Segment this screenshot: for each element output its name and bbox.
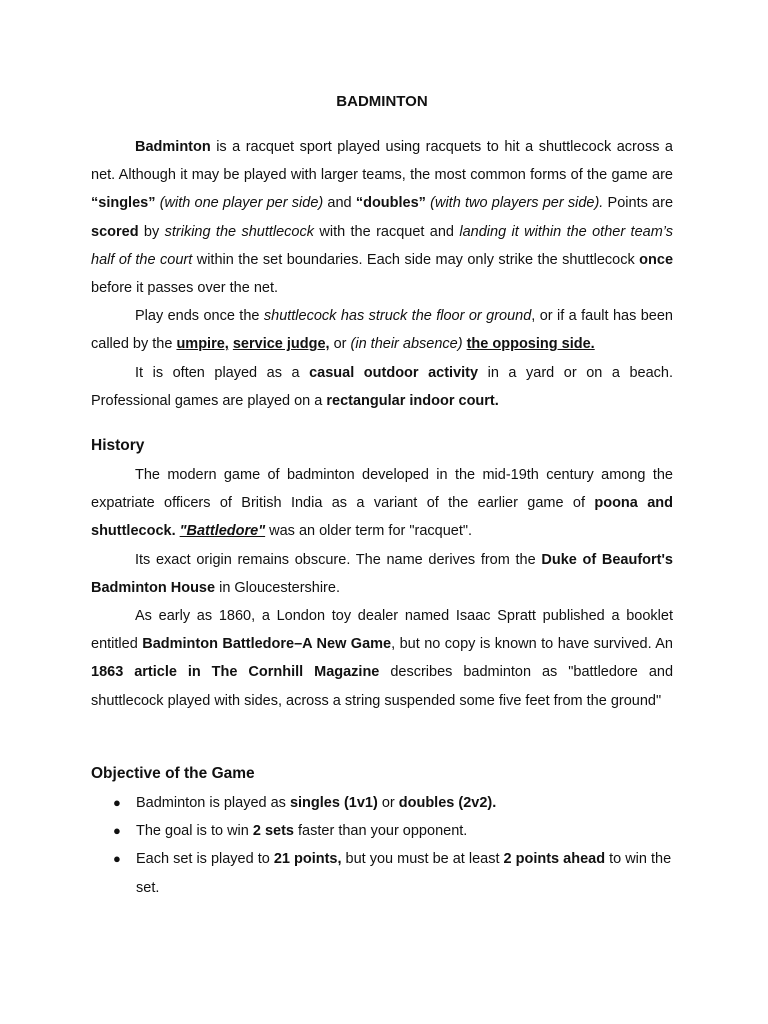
bullet-icon: ● — [113, 795, 121, 810]
text-run: 2 points ahead — [503, 851, 606, 868]
intro-paragraph-2 — [91, 302, 673, 358]
bullet-icon: ● — [113, 851, 121, 867]
text-run: or — [377, 795, 399, 811]
text-run: describes badminton as "battledore and shuttlecock played with sides, across a string suspended some five feet from the ground" — [91, 664, 674, 709]
objective-heading: Objective of the Game — [91, 765, 255, 782]
text-run: (in their absence) — [350, 336, 463, 353]
list-item — [91, 817, 673, 845]
history-section — [91, 461, 673, 715]
text-run: Play ends once the — [135, 308, 264, 325]
text-run: umpire, — [176, 336, 229, 353]
text-run: “doubles” — [355, 195, 426, 212]
text-run: and — [323, 195, 356, 212]
text-run: , but no copy is known to have survived. An — [391, 636, 673, 653]
document-title: BADMINTON — [336, 93, 428, 110]
intro-paragraph-3 — [91, 359, 673, 415]
text-run: but you must be at least — [341, 851, 504, 868]
intro-paragraph-1 — [91, 133, 673, 302]
text-run: Badminton is played as — [136, 795, 290, 811]
objective-list — [91, 789, 673, 902]
text-run: before it passes over the net. — [91, 280, 278, 297]
text-run: with the racquet and — [314, 223, 460, 240]
text-run: doubles (2v2). — [398, 795, 497, 811]
history-paragraph-1 — [91, 461, 673, 546]
text-run: The goal is to win — [136, 823, 253, 840]
list-item — [91, 789, 673, 817]
text-run: "Battledore" — [179, 523, 266, 540]
text-run: It is often played as a — [135, 364, 310, 381]
text-run: in a yard or on a beach. Professional games are played on a — [91, 364, 673, 409]
text-run: Badminton — [135, 139, 211, 155]
text-run: shuttlecock has struck the floor or ground — [263, 308, 532, 325]
text-run: landing it within the other team’s half of the court — [91, 223, 673, 268]
text-run: Points are — [603, 195, 674, 212]
intro-section — [91, 133, 673, 415]
text-run: 1863 article in The Cornhill Magazine — [91, 664, 380, 681]
text-run: or — [329, 336, 351, 353]
text-run: to win the set. — [136, 851, 672, 896]
list-item — [91, 845, 673, 901]
text-run: Its exact origin remains obscure. The name derives from the — [135, 551, 542, 568]
text-run: singles (1v1) — [289, 795, 378, 811]
text-run: scored — [91, 223, 139, 240]
text-run: in Gloucestershire. — [215, 579, 340, 596]
text-run: 2 sets — [252, 823, 294, 840]
text-run: (with one player per side) — [159, 195, 324, 212]
text-run: “singles” — [91, 195, 156, 212]
history-paragraph-2 — [91, 546, 673, 602]
text-run: (with two players per side). — [430, 195, 604, 212]
text-run: within the set boundaries. Each side may only strike the shuttlecock — [192, 251, 640, 268]
list-item-text — [136, 851, 671, 895]
text-run: rectangular indoor court. — [326, 392, 499, 409]
text-run: 21 points, — [273, 851, 342, 868]
text-run: , or if a fault has been called by the — [91, 308, 673, 353]
text-run: As early as 1860, a London toy dealer named Isaac Spratt published a booklet entitled — [91, 608, 673, 653]
text-run: casual outdoor activity — [309, 364, 479, 381]
text-run: Each set is played to — [136, 851, 274, 868]
text-run: striking the shuttlecock — [164, 223, 314, 240]
text-run: once — [639, 251, 674, 268]
text-run: was an older term for "racquet". — [265, 523, 473, 540]
list-item-text — [136, 795, 496, 811]
text-run: service judge, — [232, 336, 330, 353]
text-run: by — [138, 223, 165, 240]
text-run: is a racquet sport played using racquets to hit a shuttlecock across a net. Although it may be played with larger teams, the most common forms of the game are — [91, 139, 673, 184]
text-run: poona and shuttlecock. — [91, 495, 673, 540]
history-paragraph-3 — [91, 602, 673, 715]
history-heading: History — [91, 437, 145, 454]
text-run: the opposing side. — [466, 336, 595, 353]
text-run: Badminton Battledore–A New Game — [142, 636, 392, 653]
text-run: Duke of Beaufort's Badminton House — [91, 551, 673, 596]
bullet-icon: ● — [113, 823, 121, 839]
list-item-text — [136, 823, 467, 839]
text-run: faster than your opponent. — [294, 823, 468, 840]
text-run: The modern game of badminton developed in the mid-19th century among the expatriate officers of British India as a variant of the earlier game of — [91, 467, 673, 512]
